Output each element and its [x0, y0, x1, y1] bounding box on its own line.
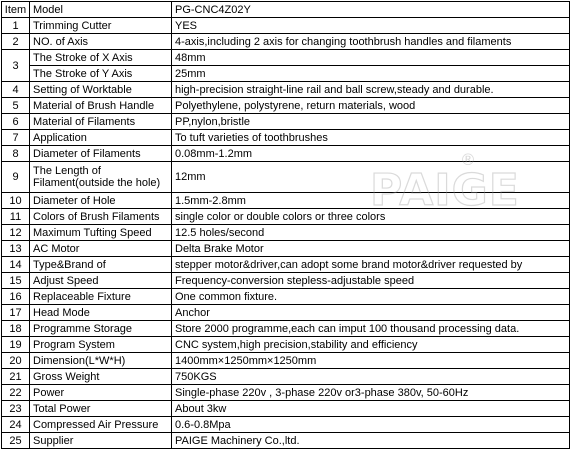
row-value: stepper motor&driver,can adopt some brand motor&driver requested by: [172, 257, 570, 273]
row-value: 48mm: [172, 50, 570, 66]
row-value: 0.6-0.8Mpa: [172, 417, 570, 433]
row-model: AC Motor: [30, 241, 172, 257]
row-value: 12mm: [172, 162, 570, 193]
row-item: 6: [2, 114, 30, 130]
row-value: Single-phase 220v , 3-phase 220v or3-phase 380v, 50-60Hz: [172, 385, 570, 401]
row-model: Replaceable Fixture: [30, 289, 172, 305]
table-row: [2, 193, 570, 209]
paige-watermark: PAIGE: [370, 165, 520, 216]
row-item: 11: [2, 209, 30, 225]
row-item: 23: [2, 401, 30, 417]
row-value: One common fixture.: [172, 289, 570, 305]
table-row: [2, 50, 570, 66]
row-value: YES: [172, 18, 570, 34]
table-row: [2, 417, 570, 433]
row-item: 22: [2, 385, 30, 401]
header-model: Model: [30, 2, 172, 18]
row-model: Supplier: [30, 433, 172, 449]
spec-table-body: [2, 2, 570, 449]
table-row: [2, 82, 570, 98]
table-row: [2, 34, 570, 50]
row-model: Adjust Speed: [30, 273, 172, 289]
row-model: The Length of Filament(outside the hole): [30, 162, 172, 193]
row-value: CNC system,high precision,stability and efficiency: [172, 337, 570, 353]
table-header-row: [2, 2, 570, 18]
table-row: [2, 130, 570, 146]
row-value: 750KGS: [172, 369, 570, 385]
table-row: [2, 369, 570, 385]
row-item: 20: [2, 353, 30, 369]
table-row: [2, 114, 570, 130]
row-value: About 3kw: [172, 401, 570, 417]
row-model: Material of Brush Handle: [30, 98, 172, 114]
row-item: 2: [2, 34, 30, 50]
registered-mark: ®: [460, 150, 476, 169]
row-value: 12.5 holes/second: [172, 225, 570, 241]
table-row: [2, 146, 570, 162]
table-row: [2, 209, 570, 225]
row-value: PP,nylon,bristle: [172, 114, 570, 130]
row-model: Colors of Brush Filaments: [30, 209, 172, 225]
header-model-value: PG-CNC4Z02Y: [172, 2, 570, 18]
table-row: [2, 241, 570, 257]
row-value: high-precision straight-line rail and ball screw,steady and durable.: [172, 82, 570, 98]
row-value: Store 2000 programme,each can imput 100 thousand processing data.: [172, 321, 570, 337]
row-value: 25mm: [172, 66, 570, 82]
row-model: Application: [30, 130, 172, 146]
row-item: 4: [2, 82, 30, 98]
table-row: [2, 98, 570, 114]
header-item: Item: [2, 2, 30, 18]
row-value: PAIGE Machinery Co.,ltd.: [172, 433, 570, 449]
row-model: The Stroke of Y Axis: [30, 66, 172, 82]
row-value: Delta Brake Motor: [172, 241, 570, 257]
row-item: 25: [2, 433, 30, 449]
row-item: 10: [2, 193, 30, 209]
row-model: Head Mode: [30, 305, 172, 321]
table-row: [2, 225, 570, 241]
row-item: 13: [2, 241, 30, 257]
row-item: 19: [2, 337, 30, 353]
row-item: 14: [2, 257, 30, 273]
row-model: Trimming Cutter: [30, 18, 172, 34]
row-value: 1.5mm-2.8mm: [172, 193, 570, 209]
row-item: 8: [2, 146, 30, 162]
table-row: [2, 162, 570, 193]
row-value: Anchor: [172, 305, 570, 321]
row-item: 5: [2, 98, 30, 114]
row-model: Maximum Tufting Speed: [30, 225, 172, 241]
row-model: Material of Filaments: [30, 114, 172, 130]
row-item: 16: [2, 289, 30, 305]
row-value: 4-axis,including 2 axis for changing toothbrush handles and filaments: [172, 34, 570, 50]
row-value: Frequency-conversion stepless-adjustable speed: [172, 273, 570, 289]
row-value: To tuft varieties of toothbrushes: [172, 130, 570, 146]
row-model: Total Power: [30, 401, 172, 417]
row-value: 1400mm×1250mm×1250mm: [172, 353, 570, 369]
row-item: 12: [2, 225, 30, 241]
table-row: [2, 18, 570, 34]
row-item: 17: [2, 305, 30, 321]
row-model: Dimension(L*W*H): [30, 353, 172, 369]
row-model: Program System: [30, 337, 172, 353]
row-item: 9: [2, 162, 30, 193]
row-item: 18: [2, 321, 30, 337]
row-model: Setting of Worktable: [30, 82, 172, 98]
row-item: 21: [2, 369, 30, 385]
spec-table: [1, 1, 570, 449]
table-row: [2, 305, 570, 321]
table-row: [2, 66, 570, 82]
row-item: 24: [2, 417, 30, 433]
row-model: Type&Brand of: [30, 257, 172, 273]
table-row: [2, 401, 570, 417]
row-model: The Stroke of X Axis: [30, 50, 172, 66]
table-row: [2, 385, 570, 401]
table-row: [2, 433, 570, 449]
row-item: 3: [2, 50, 30, 82]
row-model: Programme Storage: [30, 321, 172, 337]
table-row: [2, 289, 570, 305]
table-row: [2, 321, 570, 337]
row-model: Power: [30, 385, 172, 401]
row-item: 1: [2, 18, 30, 34]
row-value: single color or double colors or three colors: [172, 209, 570, 225]
row-model: NO. of Axis: [30, 34, 172, 50]
row-item: 7: [2, 130, 30, 146]
row-value: Polyethylene, polystyrene, return materials, wood: [172, 98, 570, 114]
row-model: Compressed Air Pressure: [30, 417, 172, 433]
table-row: [2, 257, 570, 273]
row-item: 15: [2, 273, 30, 289]
row-model: Diameter of Filaments: [30, 146, 172, 162]
row-model: Gross Weight: [30, 369, 172, 385]
table-row: [2, 273, 570, 289]
table-row: [2, 337, 570, 353]
table-row: [2, 353, 570, 369]
row-model: Diameter of Hole: [30, 193, 172, 209]
row-value: 0.08mm-1.2mm: [172, 146, 570, 162]
